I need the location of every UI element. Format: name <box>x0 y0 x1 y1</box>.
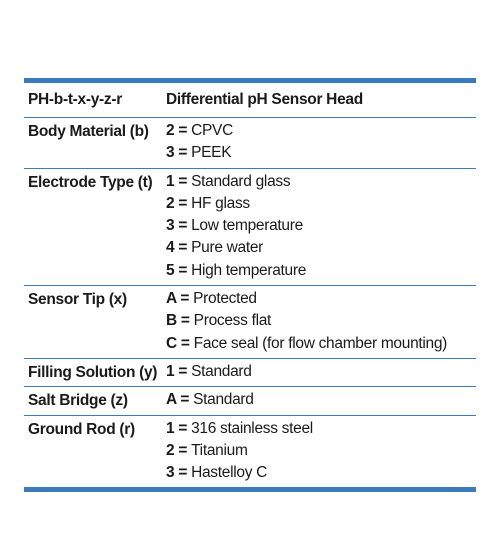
option-list <box>162 418 476 485</box>
equals-sign: = <box>174 144 192 162</box>
equals-sign: = <box>176 290 194 308</box>
equals-sign: = <box>174 122 192 139</box>
option-text: Hastelloy C <box>191 464 268 482</box>
equals-sign: = <box>174 217 192 235</box>
option-text: Face seal (for flow chamber mounting) <box>193 334 448 352</box>
option-text: Standard glass <box>191 172 291 190</box>
option-list <box>162 288 476 355</box>
equals-sign: = <box>174 441 192 459</box>
option-code: 5 <box>166 261 175 279</box>
option-text: PEEK <box>191 144 232 162</box>
option-text: Protected <box>193 290 257 308</box>
option-list <box>162 171 476 282</box>
option-code: 1 <box>166 172 175 190</box>
option-group-label: Salt Bridge (z) <box>28 392 128 410</box>
equals-sign: = <box>174 261 192 279</box>
option-group-label: Ground Rod (r) <box>28 420 135 438</box>
bottom-rule <box>24 487 476 492</box>
option-text: High temperature <box>191 261 307 279</box>
option-group-row <box>24 169 476 286</box>
option-item <box>166 462 476 484</box>
option-list <box>162 389 476 411</box>
option-item <box>166 142 476 164</box>
option-group-row <box>24 387 476 415</box>
equals-sign: = <box>174 172 192 190</box>
option-code: 3 <box>166 464 175 482</box>
option-text: Titanium <box>191 441 248 459</box>
option-code: 1 <box>166 419 175 437</box>
option-group-row <box>24 286 476 359</box>
option-group-label: Sensor Tip (x) <box>28 291 127 309</box>
equals-sign: = <box>174 239 192 257</box>
option-group-label: Electrode Type (t) <box>28 173 153 191</box>
option-code: 2 <box>166 122 175 139</box>
option-item <box>166 260 476 282</box>
model-code-header: PH-b-t-x-y-z-r <box>28 91 122 108</box>
option-text: 316 stainless steel <box>191 419 313 437</box>
option-code: 2 <box>166 194 175 212</box>
equals-sign: = <box>174 464 192 482</box>
option-text: Standard <box>193 391 254 409</box>
option-group-label: Filling Solution (y) <box>28 363 158 381</box>
option-text: Process flat <box>193 312 272 330</box>
table-header <box>24 83 476 118</box>
option-item <box>166 361 476 383</box>
option-text: CPVC <box>191 122 233 139</box>
option-group-row <box>24 118 476 169</box>
equals-sign: = <box>176 334 194 352</box>
option-code: C <box>166 334 177 352</box>
option-text: Pure water <box>191 239 264 257</box>
option-code: 3 <box>166 217 175 235</box>
equals-sign: = <box>174 194 192 212</box>
option-list <box>162 120 476 165</box>
option-text: Standard <box>191 362 252 380</box>
option-item <box>166 237 476 259</box>
option-group-row <box>24 416 476 488</box>
option-code: 3 <box>166 144 175 162</box>
option-group-row <box>24 359 476 387</box>
option-code: A <box>166 290 177 308</box>
option-item <box>166 310 476 332</box>
option-code: A <box>166 391 177 409</box>
option-item <box>166 418 476 440</box>
option-code: B <box>166 312 177 330</box>
option-list <box>162 361 476 383</box>
option-code: 1 <box>166 362 175 380</box>
option-item <box>166 171 476 193</box>
option-item <box>166 333 476 355</box>
spec-table <box>24 78 476 492</box>
option-item <box>166 389 476 411</box>
table-title: Differential pH Sensor Head <box>166 91 363 108</box>
option-code: 2 <box>166 441 175 459</box>
option-text: Low temperature <box>191 217 303 235</box>
option-item <box>166 440 476 462</box>
equals-sign: = <box>174 362 192 380</box>
option-item <box>166 120 476 142</box>
option-code: 4 <box>166 239 175 257</box>
option-item <box>166 193 476 215</box>
option-text: HF glass <box>191 194 250 212</box>
equals-sign: = <box>176 391 194 409</box>
option-groups <box>24 118 476 487</box>
option-item <box>166 288 476 310</box>
equals-sign: = <box>174 419 192 437</box>
equals-sign: = <box>176 312 194 330</box>
option-group-label: Body Material (b) <box>28 123 149 140</box>
option-item <box>166 215 476 237</box>
